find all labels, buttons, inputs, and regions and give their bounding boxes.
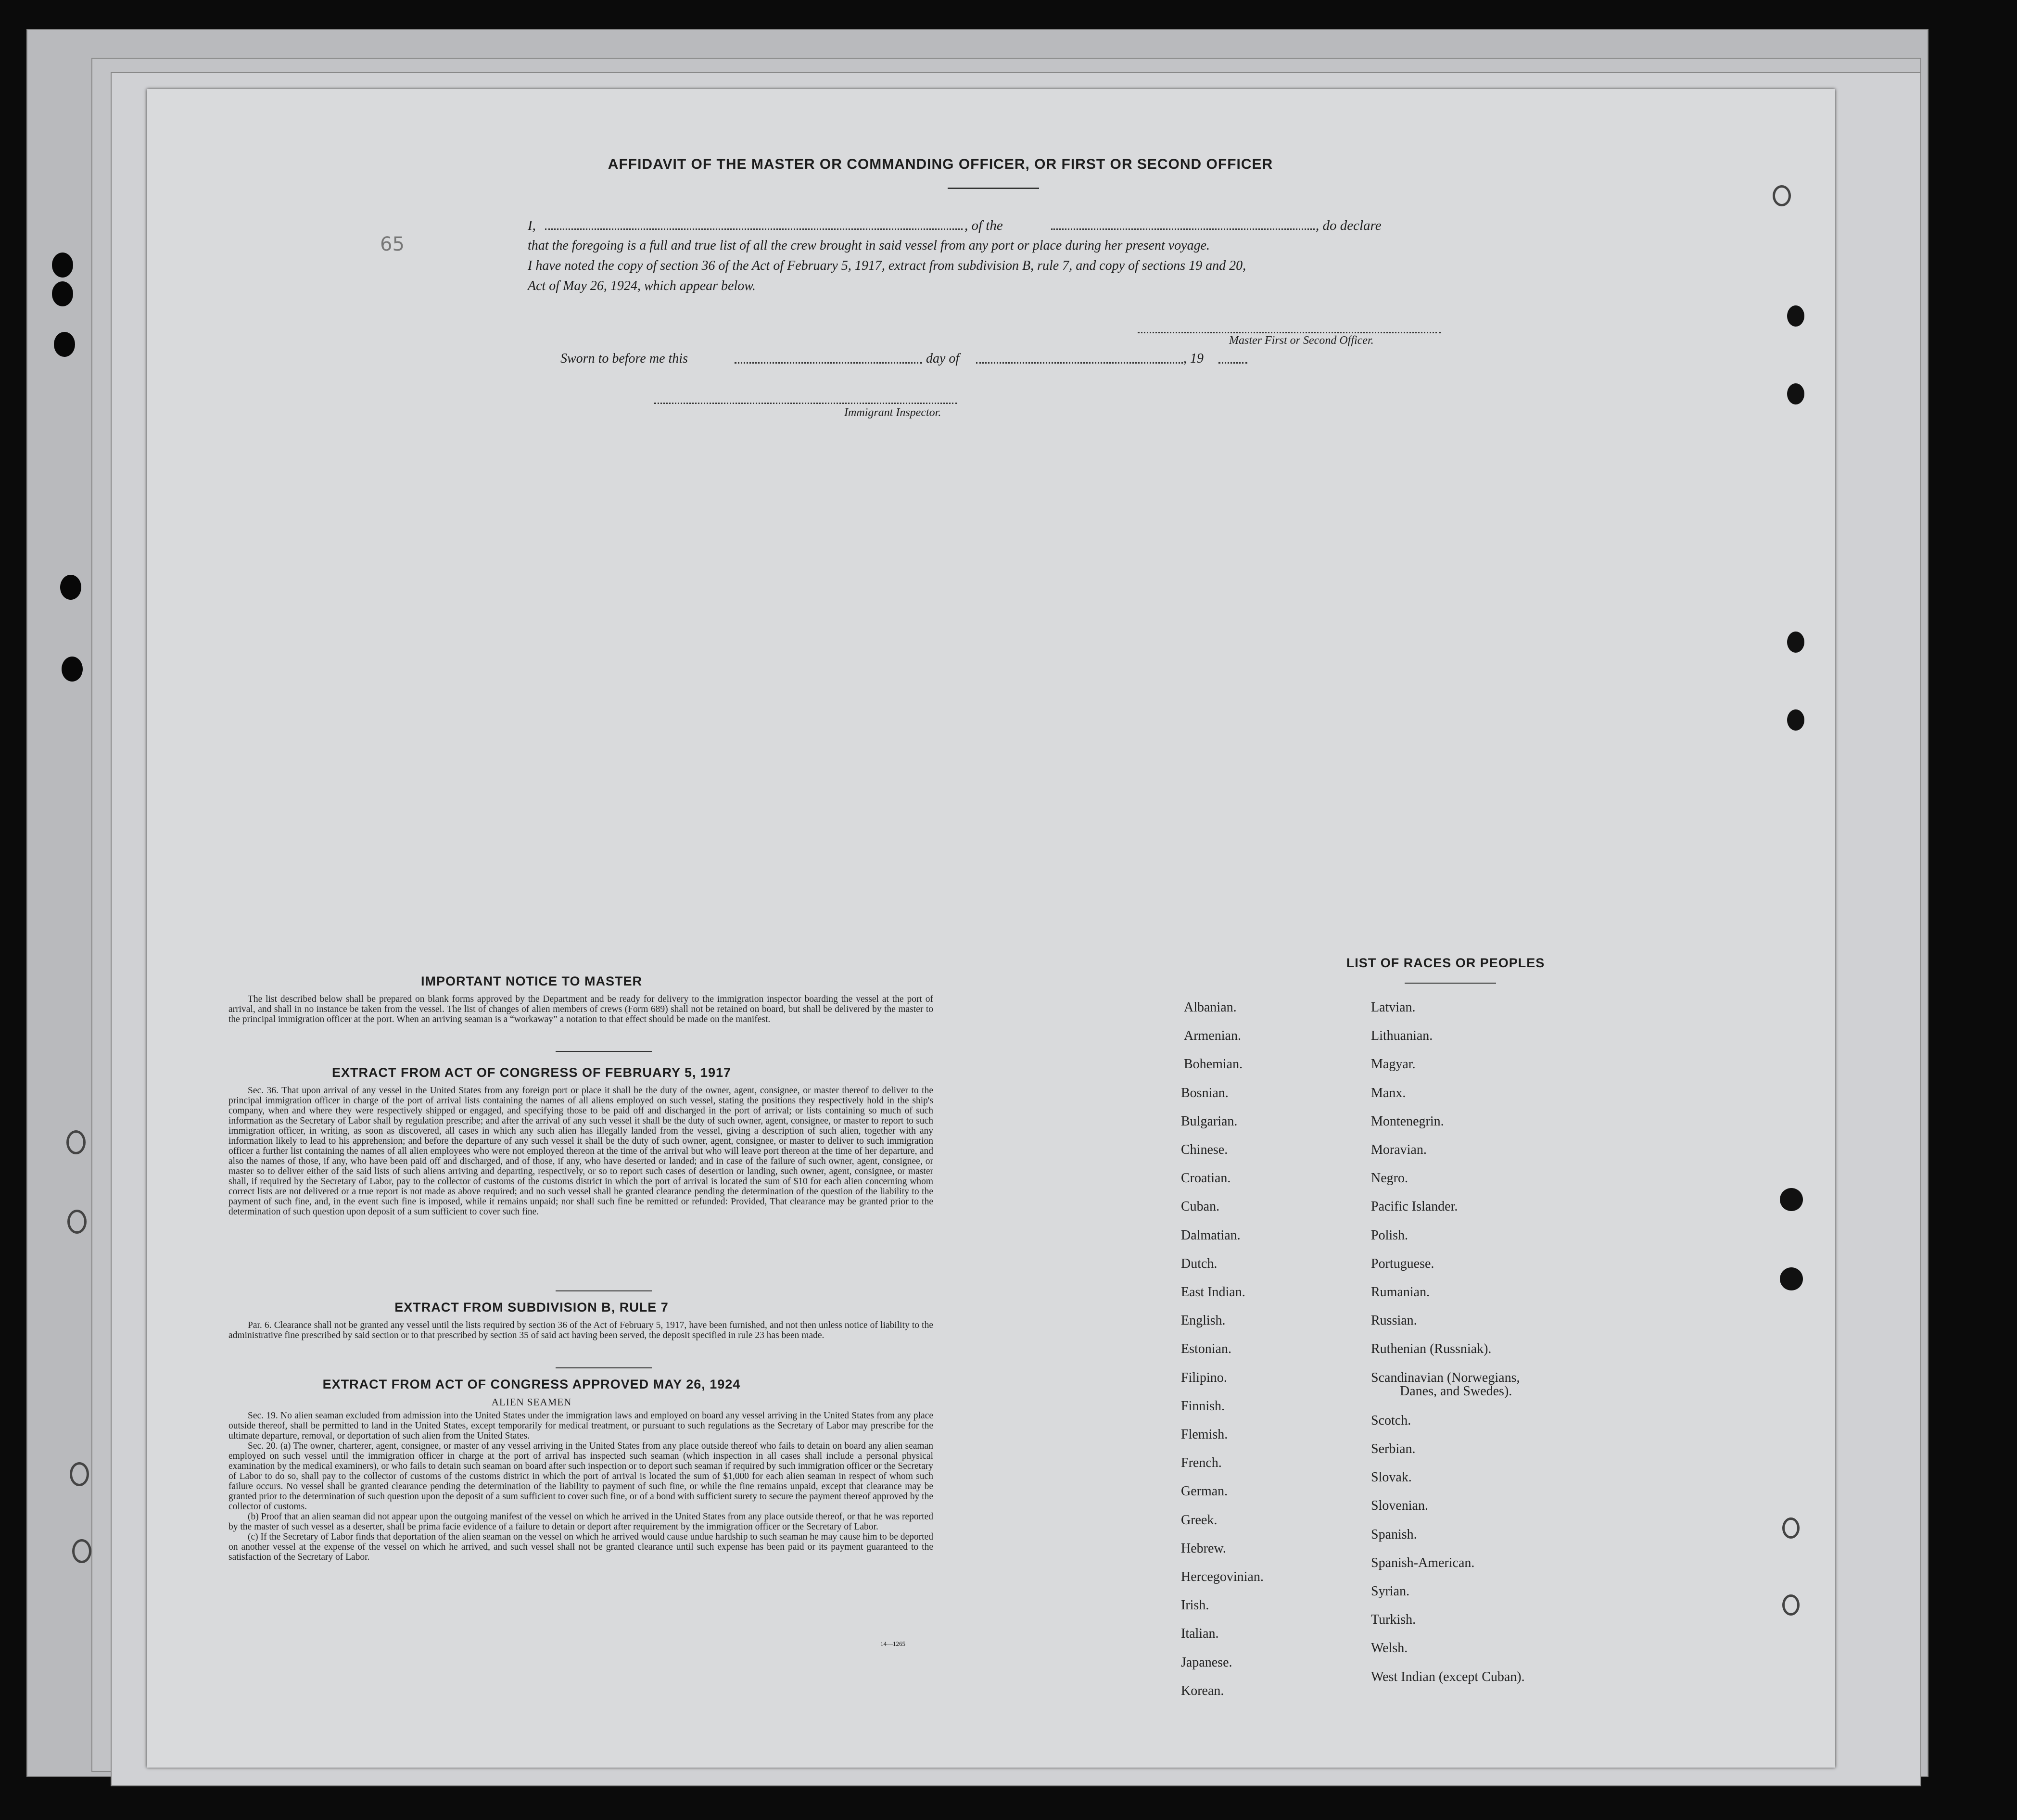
races-title: LIST OF RACES OR PEOPLES (1346, 956, 1545, 970)
sworn-day-of: day of (926, 351, 960, 366)
race-item: Negro. (1371, 1171, 1408, 1186)
sec-20b: (b) Proof that an alien seaman did not appear upon the outgoing manifest of the vessel on which he arrived in the United States from any place outside thereof, or that he was reported by the master of such vessel as a deserter, shall be prima facie evidence of a failure to detain or deport after requirement by the immigration officer or the Secretary of Labor. (228, 1512, 933, 1532)
race-item: Serbian. (1371, 1441, 1416, 1456)
race-item: Spanish-American. (1371, 1555, 1475, 1570)
sworn-year-blank (1218, 362, 1247, 364)
extract-1924-title: EXTRACT FROM ACT OF CONGRESS APPROVED MAY 26, 1924 (322, 1377, 741, 1391)
race-item: Pacific Islander. (1371, 1199, 1458, 1214)
race-item: Danes, and Swedes). (1400, 1383, 1512, 1399)
sec-20a: Sec. 20. (a) The owner, charterer, agent, consignee, or master of any vessel arriving in the United States from any place outside thereof who fails to detain on board any alien seaman employed on such vessel until the immigration officer in charge at the port of arrival has inspected such seaman (which inspection in all cases shall include a personal physical examination by the medical examiners), or who fails to detain such seaman on board after such inspection or to deport such seaman if required by such immigration officer or the Secretary of Labor to do so, shall pay to the collector of customs of the customs district in which the port of arrival is located the sum of $1,000 for each alien seaman in respect of whom such failure occurs. No vessel shall be granted clearance pending the determination of the liability to payment of such fine, or while the fine remains unpaid, except that clearance may be granted prior to the determination of such question upon the deposit of a sum sufficient to cover such fine, or of a bond with sufficient surety to secure the payment thereof approved by the collector of customs. (228, 1441, 933, 1512)
race-item: Scotch. (1371, 1413, 1411, 1428)
binder-hole (62, 657, 83, 682)
race-item: Bosnian. (1181, 1085, 1229, 1100)
binder-hole (1787, 632, 1804, 653)
binder-hole (1782, 1594, 1800, 1616)
binder-hole (1787, 305, 1804, 327)
race-item: Scandinavian (Norwegians, (1371, 1370, 1520, 1385)
inspector-blank (654, 403, 957, 404)
race-item: Cuban. (1181, 1199, 1220, 1214)
binder-hole (1782, 1517, 1800, 1539)
divider (948, 188, 1039, 189)
divider (556, 1051, 652, 1052)
race-item: English. (1181, 1313, 1226, 1328)
sec-19: Sec. 19. No alien seaman excluded from admission into the United States under the immigration laws and employed on board any vessel arriving in the United States from any place outside thereof, shall be permitted to land in the United States, except temporarily for medical treatment, or pursuant to such regulations as the Secretary of Labor may prescribe for the ultimate departure, removal, or deportation of such alien from the United States. (228, 1411, 933, 1441)
sworn-prefix: Sworn to before me this (560, 351, 688, 366)
race-item: Turkish. (1371, 1612, 1416, 1628)
race-item: Spanish. (1371, 1527, 1417, 1542)
race-item: Montenegrin. (1371, 1113, 1444, 1129)
race-item: Rumanian. (1371, 1285, 1430, 1300)
extract-rule7-text: Par. 6. Clearance shall not be granted any vessel until the lists required by section 36 of the Act of February 5, 1917, have been furnished, and not then unless notice of liability to the administrative fine prescribed by said section or to that prescribed by section 35 of said act having been served, the deposit specified in rule 23 has been made. (228, 1320, 933, 1340)
name-blank (545, 228, 963, 230)
binder-hole (1780, 1267, 1803, 1290)
extract-1917-title: EXTRACT FROM ACT OF CONGRESS OF FEBRUARY 5, 1917 (331, 1065, 732, 1080)
race-item: Flemish. (1181, 1427, 1228, 1442)
notice-title: IMPORTANT NOTICE TO MASTER (421, 974, 642, 988)
divider (556, 1290, 652, 1291)
affidavit-line3: I have noted the copy of section 36 of the Act of February 5, 1917, extract from subdivision B, rule 7, and copy of sections 19 and 20, (528, 258, 1246, 273)
race-item: Italian. (1181, 1626, 1219, 1642)
extract-1924-text (228, 1411, 933, 1562)
manifest-page (147, 89, 1835, 1768)
sworn-year: , 19 (1183, 351, 1204, 366)
race-item: Manx. (1371, 1085, 1406, 1100)
divider (1405, 983, 1496, 984)
affidavit-i: I, (528, 218, 536, 233)
race-item: Slovak. (1371, 1470, 1412, 1485)
race-item: Polish. (1371, 1227, 1408, 1243)
binder-hole (1773, 185, 1791, 206)
notice-text: The list described below shall be prepared on blank forms approved by the Department and be ready for delivery to the immigration inspector boarding the vessel at the port of arrival, and shall in no instance be taken from the vessel. The list of changes of alien members of crews (Form 689) shall not be retained on board, but shall be delivered by the master to the principal immigration officer at the port. When an arriving seaman is a “workaway” a notation to that effect should be made on the manifest. (228, 994, 933, 1024)
master-label: Master First or Second Officer. (1229, 334, 1374, 347)
binder-hole (66, 1130, 86, 1154)
race-item: Bohemian. (1184, 1057, 1243, 1072)
race-item: Welsh. (1371, 1641, 1408, 1656)
binder-hole (72, 1539, 91, 1563)
race-item: Chinese. (1181, 1142, 1228, 1157)
extract-rule7-title: EXTRACT FROM SUBDIVISION B, RULE 7 (394, 1300, 669, 1314)
race-item: Slovenian. (1371, 1498, 1428, 1514)
race-item: Bulgarian. (1181, 1113, 1238, 1129)
affidavit-declare: , do declare (1316, 218, 1382, 233)
race-item: Greek. (1181, 1512, 1218, 1528)
race-item: Portuguese. (1371, 1256, 1434, 1271)
race-item: Russian. (1371, 1313, 1417, 1328)
sworn-day-blank (735, 362, 922, 364)
race-item: Dutch. (1181, 1256, 1218, 1271)
race-item: Hercegovinian. (1181, 1569, 1264, 1584)
race-item: Finnish. (1181, 1398, 1225, 1414)
vessel-blank (1051, 228, 1315, 230)
affidavit-line4: Act of May 26, 1924, which appear below. (528, 278, 756, 293)
race-item: Estonian. (1181, 1341, 1231, 1357)
affidavit-line2: that the foregoing is a full and true list of all the crew brought in said vessel from any port or place during her present voyage. (528, 238, 1210, 253)
divider (556, 1367, 652, 1368)
race-item: Moravian. (1371, 1142, 1427, 1157)
race-item: German. (1181, 1484, 1228, 1499)
race-item: Latvian. (1371, 1000, 1416, 1015)
race-item: French. (1181, 1455, 1222, 1471)
race-item: Dalmatian. (1181, 1227, 1241, 1243)
race-item: Ruthenian (Russniak). (1371, 1341, 1492, 1357)
binder-hole (60, 575, 81, 600)
binder-hole (1787, 383, 1804, 404)
race-item: Magyar. (1371, 1057, 1416, 1072)
binder-hole (52, 281, 73, 306)
binder-hole (54, 332, 75, 357)
sec-20c: (c) If the Secretary of Labor finds that deportation of the alien seaman on the vessel on which he arrived would cause undue hardship to such seaman he may cause him to be deported on another vessel at the expense of the vessel on which he arrived, and such vessel shall not be granted clearance until such expense has been paid or its payment guaranteed to the satisfaction of the Secretary of Labor. (228, 1532, 933, 1562)
race-item: Syrian. (1371, 1584, 1410, 1599)
race-item: Armenian. (1184, 1028, 1241, 1044)
sworn-month-blank (976, 362, 1183, 364)
pencil-mark: 65 (380, 233, 405, 255)
race-item: Croatian. (1181, 1171, 1231, 1186)
binder-hole (1780, 1188, 1803, 1211)
form-number: 14—1265 (880, 1640, 905, 1647)
alien-seamen-subtitle: ALIEN SEAMEN (491, 1396, 572, 1408)
race-item: West Indian (except Cuban). (1371, 1669, 1525, 1684)
binder-hole (67, 1210, 87, 1234)
binder-hole (70, 1462, 89, 1486)
binder-hole (1787, 709, 1804, 731)
extract-1917-text: Sec. 36. That upon arrival of any vessel in the United States from any foreign port or place it shall be the duty of the owner, agent, consignee, or master thereof to deliver to the principal immigration officer in charge of the port of arrival lists containing the names of all aliens employed on such vessel, stating the positions they respectively hold in the ship's company, when and where they were respectively shipped or engaged, and specifying those to be paid off and discharged in the port of arrival; or lists containing so much of such information as the Secretary of Labor shall by regulation prescribe; and after the arrival of any such vessel it shall be the duty of such owner, agent, consignee, or master to report to such immigration officer, in writing, as soon as discovered, all cases in which any such alien has illegally landed from the vessel, giving a description of such alien, together with any information likely to lead to his apprehension; and before the departure of any such vessel it shall be the duty of such owner, agent, consignee, or master to deliver to such immigration officer a further list containing the names of all alien employees who were not employed thereon at the time of the arrival but who will leave port thereon at the time of her departure, and also the names of those, if any, who have been paid off and discharged, and of those, if any, who have deserted or landed; and in case of the failure of such owner, agent, consignee, or master so to deliver either of the said lists of such aliens arriving and departing, respectively, or so to report such cases of desertion or landing, such owner, agent, consignee, or master shall, if required by the Secretary of Labor, pay to the collector of customs of the customs district in which the port of arrival is located the sum of $10 for each alien concerning whom correct lists are not delivered or a true report is not made as above required; and no such vessel shall be granted clearance pending the determination of the question of the liability to the payment of such fine, and, in the event such fine is imposed, while it remains unpaid; nor shall such fine be remitted or refunded: Provided, That clearance may be granted prior to the determination of such question upon deposit of a sum sufficient to cover such fine. (228, 1086, 933, 1217)
inspector-label: Immigrant Inspector. (844, 406, 941, 419)
race-item: Filipino. (1181, 1370, 1227, 1385)
signature-blank (1138, 332, 1441, 333)
race-item: East Indian. (1181, 1285, 1245, 1300)
race-item: Hebrew. (1181, 1541, 1226, 1556)
race-item: Albanian. (1184, 1000, 1237, 1015)
race-item: Irish. (1181, 1598, 1209, 1613)
affidavit-title: AFFIDAVIT OF THE MASTER OR COMMANDING OFFICER, OR FIRST OR SECOND OFFICER (608, 156, 1273, 172)
race-item: Korean. (1181, 1683, 1224, 1698)
binder-hole (52, 253, 73, 278)
race-item: Japanese. (1181, 1655, 1232, 1670)
race-item: Lithuanian. (1371, 1028, 1433, 1044)
affidavit-of-the: , of the (964, 218, 1003, 233)
